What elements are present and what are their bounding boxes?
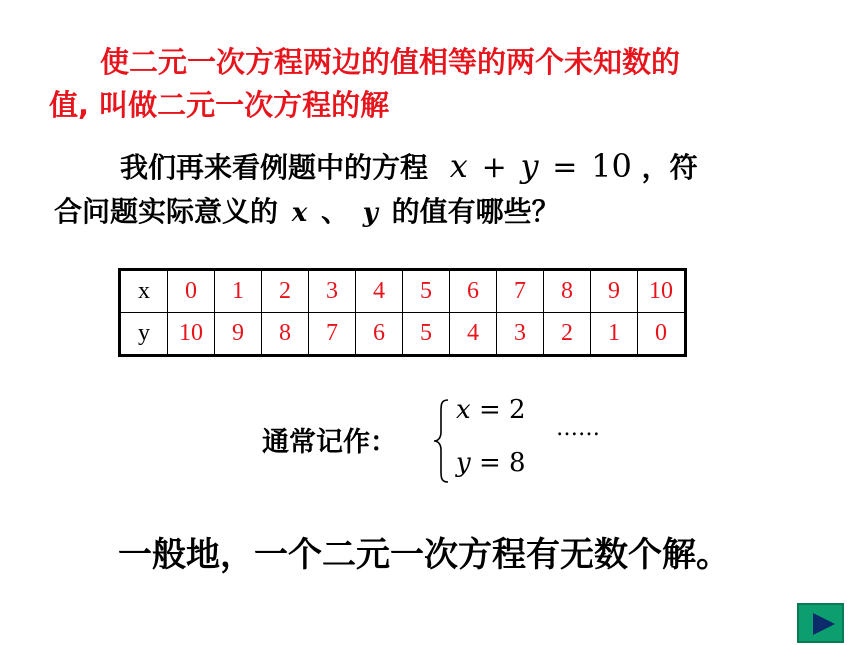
y-value: 3: [497, 313, 544, 356]
eq2-var: y: [456, 448, 471, 478]
y-value: 7: [309, 313, 356, 356]
x-value: 3: [309, 270, 356, 313]
equation-1: [456, 395, 526, 425]
x-value: 9: [591, 270, 638, 313]
eq1-rhs: = 2: [478, 395, 526, 425]
x-row: [120, 270, 686, 313]
x-value: 5: [403, 270, 450, 313]
x-value: 1: [215, 270, 262, 313]
equation-2: [456, 448, 526, 478]
x-value: 2: [262, 270, 309, 313]
y-value: 4: [450, 313, 497, 356]
equation-equals: =: [552, 150, 578, 185]
question-separator: 、: [321, 195, 350, 228]
y-row: [120, 313, 686, 356]
y-row-header: y: [120, 313, 168, 356]
question-text-a: 合问题实际意义的: [54, 195, 279, 228]
question-line-1: [120, 146, 698, 188]
y-value: 2: [544, 313, 591, 356]
x-value: 0: [168, 270, 215, 313]
question-prefix: 我们再来看例题中的方程: [120, 151, 429, 184]
conclusion: 一般地，一个二元一次方程有无数个解。: [118, 535, 730, 575]
question-text-b: 的值有哪些？: [391, 195, 560, 228]
x-row-header: x: [120, 270, 168, 313]
y-value: 10: [168, 313, 215, 356]
solutions-table: [118, 268, 687, 357]
equation-rhs: 10: [591, 147, 632, 185]
question-var-y: y: [362, 198, 378, 228]
equation-x: x: [449, 147, 468, 185]
eq2-rhs: = 8: [478, 448, 526, 478]
y-value: 1: [591, 313, 638, 356]
x-value: 6: [450, 270, 497, 313]
y-value: 6: [356, 313, 403, 356]
eq1-var: x: [456, 395, 471, 425]
x-value: 7: [497, 270, 544, 313]
equation-plus: +: [481, 150, 507, 185]
ellipsis: ……: [556, 416, 600, 441]
question-var-x: x: [291, 198, 308, 228]
x-value: 8: [544, 270, 591, 313]
play-next-icon[interactable]: [797, 603, 844, 643]
equation: [449, 147, 642, 185]
y-value: 9: [215, 313, 262, 356]
question-line-2: [54, 192, 560, 233]
question-suffix: ，符: [641, 151, 698, 184]
left-brace-icon: [432, 398, 452, 484]
y-value: 8: [262, 313, 309, 356]
definition-line-1: 使二元一次方程两边的值相等的两个未知数的: [100, 45, 681, 79]
definition-line-2: 值, 叫做二元一次方程的解: [49, 88, 390, 122]
x-value: 4: [356, 270, 403, 313]
y-value: 0: [638, 313, 686, 356]
equation-y: y: [520, 147, 539, 185]
notation-label: 通常记作：: [262, 427, 397, 458]
y-value: 5: [403, 313, 450, 356]
x-value: 10: [638, 270, 686, 313]
